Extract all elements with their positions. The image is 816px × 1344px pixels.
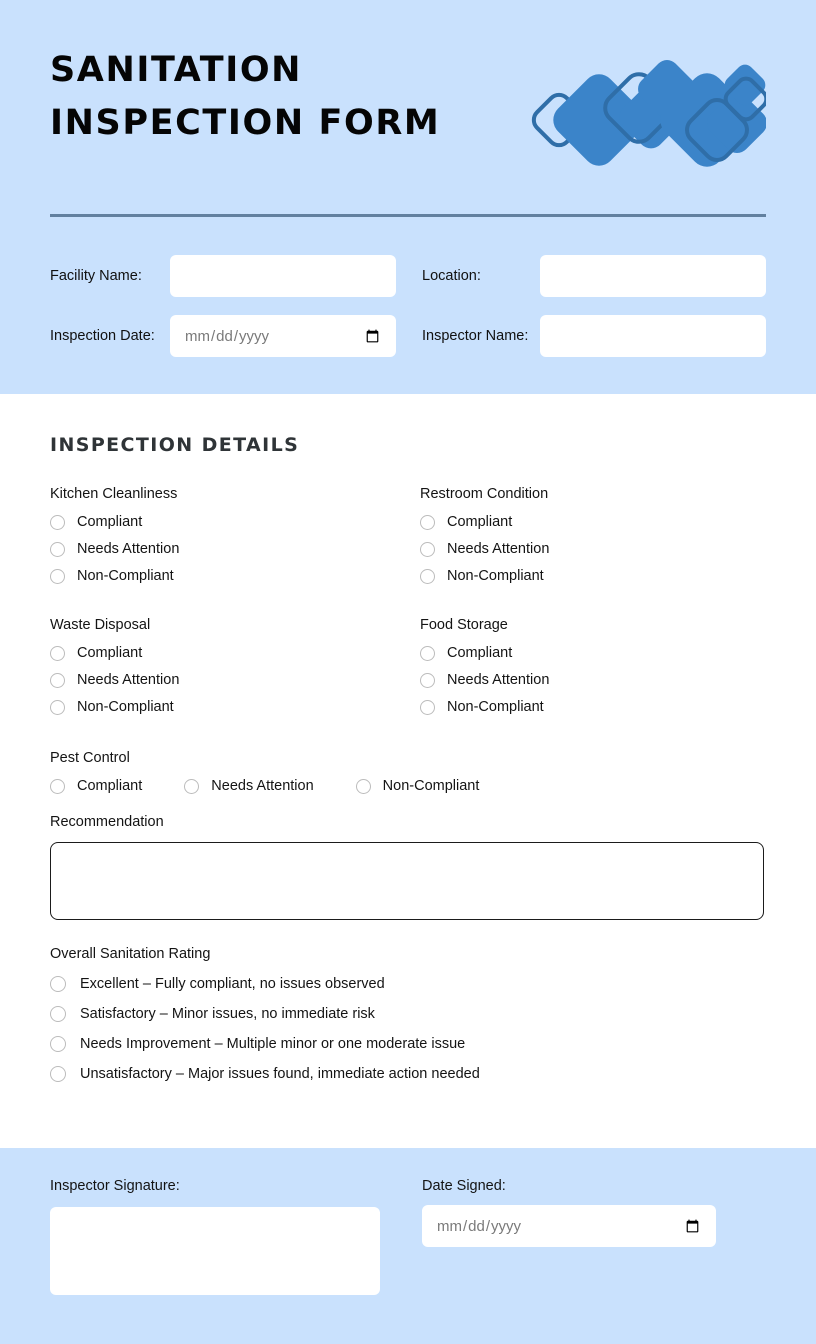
option-row[interactable] (420, 514, 766, 530)
rating-option-row[interactable] (50, 1036, 766, 1052)
form-header (0, 0, 816, 394)
radio-icon[interactable] (50, 779, 65, 794)
pest-control-options (50, 778, 766, 794)
logo-svg (526, 58, 766, 168)
field-group-location (422, 255, 766, 297)
option-label: Needs Attention (77, 672, 180, 688)
criterion-kitchen-cleanliness (50, 486, 420, 595)
rating-option-label: Excellent – Fully compliant, no issues observed (80, 976, 385, 992)
radio-icon[interactable] (420, 542, 435, 557)
inspection-date-input[interactable] (170, 315, 396, 357)
criterion-food-storage (420, 617, 766, 726)
option-row[interactable] (420, 541, 766, 557)
overall-rating-label: Overall Sanitation Rating (50, 946, 211, 962)
facility-name-input[interactable] (170, 255, 396, 297)
location-input[interactable] (540, 255, 766, 297)
overall-rating-block (50, 946, 766, 1082)
option-row[interactable] (184, 778, 313, 794)
radio-icon[interactable] (420, 646, 435, 661)
radio-icon[interactable] (184, 779, 199, 794)
header-divider (50, 214, 766, 217)
radio-icon[interactable] (50, 1066, 66, 1082)
criteria-grid (50, 486, 766, 748)
option-label: Non-Compliant (447, 568, 544, 584)
option-row[interactable] (50, 672, 420, 688)
inspection-details-section (0, 394, 816, 1148)
page-title: SANITATION INSPECTION FORM (50, 50, 441, 144)
inspection-date-label: Inspection Date: (50, 327, 155, 344)
field-group-inspection-date (50, 315, 422, 357)
field-row-date-inspector (50, 315, 766, 357)
option-row[interactable] (50, 568, 420, 584)
recommendation-block (50, 814, 766, 920)
option-label: Compliant (77, 514, 143, 530)
radio-icon[interactable] (356, 779, 371, 794)
facility-name-label: Facility Name: (50, 267, 142, 284)
rating-option-row[interactable] (50, 1006, 766, 1022)
option-label: Non-Compliant (77, 699, 174, 715)
radio-icon[interactable] (50, 646, 65, 661)
inspector-name-label: Inspector Name: (422, 327, 529, 344)
form-footer (0, 1148, 816, 1344)
radio-icon[interactable] (420, 515, 435, 530)
recommendation-label: Recommendation (50, 814, 164, 830)
criterion-pest-control (50, 750, 766, 794)
radio-icon[interactable] (50, 673, 65, 688)
field-row-facility-location (50, 255, 766, 297)
field-group-facility-name (50, 255, 422, 297)
inspector-signature-input[interactable] (50, 1207, 380, 1295)
location-label: Location: (422, 267, 481, 284)
option-label: Non-Compliant (382, 778, 480, 794)
radio-icon[interactable] (50, 542, 65, 557)
option-label: Needs Attention (447, 541, 550, 557)
header-fields (50, 255, 766, 357)
option-row[interactable] (50, 645, 420, 661)
rating-option-label: Unsatisfactory – Major issues found, immediate action needed (80, 1066, 480, 1082)
rating-option-label: Satisfactory – Minor issues, no immediate risk (80, 1006, 375, 1022)
criterion-label: Waste Disposal (50, 617, 151, 633)
option-label: Compliant (447, 645, 513, 661)
option-label: Compliant (447, 514, 513, 530)
radio-icon[interactable] (50, 1006, 66, 1022)
radio-icon[interactable] (420, 673, 435, 688)
inspector-name-input[interactable] (540, 315, 766, 357)
option-label: Needs Attention (77, 541, 180, 557)
radio-icon[interactable] (50, 700, 65, 715)
section-title-inspection-details: INSPECTION DETAILS (50, 434, 300, 456)
criterion-restroom-condition (420, 486, 766, 595)
field-group-inspector-name (422, 315, 766, 357)
radio-icon[interactable] (50, 515, 65, 530)
option-row[interactable] (356, 778, 480, 794)
option-label: Non-Compliant (447, 699, 544, 715)
option-row[interactable] (50, 699, 420, 715)
criterion-label: Restroom Condition (420, 486, 549, 502)
option-row[interactable] (50, 514, 420, 530)
option-label: Compliant (77, 645, 143, 661)
criterion-waste-disposal (50, 617, 420, 726)
option-label: Non-Compliant (77, 568, 174, 584)
blue-diamonds-logo-icon (526, 58, 766, 168)
option-row[interactable] (420, 672, 766, 688)
option-row[interactable] (50, 778, 142, 794)
recommendation-textarea[interactable] (50, 842, 764, 920)
date-signed-label: Date Signed: (422, 1178, 506, 1194)
option-row[interactable] (420, 699, 766, 715)
criterion-label: Kitchen Cleanliness (50, 486, 178, 502)
radio-icon[interactable] (50, 976, 66, 992)
date-signed-input[interactable] (422, 1205, 716, 1247)
option-label: Needs Attention (447, 672, 550, 688)
option-row[interactable] (50, 541, 420, 557)
criterion-label: Pest Control (50, 750, 130, 766)
option-row[interactable] (420, 645, 766, 661)
date-signed-column (422, 1178, 766, 1344)
rating-option-label: Needs Improvement – Multiple minor or one moderate issue (80, 1036, 466, 1052)
criterion-label: Food Storage (420, 617, 508, 633)
header-top-row (50, 44, 766, 168)
radio-icon[interactable] (50, 1036, 66, 1052)
radio-icon[interactable] (420, 700, 435, 715)
option-label: Needs Attention (211, 778, 314, 794)
signature-column (50, 1178, 422, 1344)
rating-option-row[interactable] (50, 1066, 766, 1082)
radio-icon[interactable] (420, 569, 435, 584)
radio-icon[interactable] (50, 569, 65, 584)
inspector-signature-label: Inspector Signature: (50, 1178, 180, 1194)
option-row[interactable] (420, 568, 766, 584)
option-label: Compliant (77, 778, 143, 794)
rating-option-row[interactable] (50, 976, 766, 992)
